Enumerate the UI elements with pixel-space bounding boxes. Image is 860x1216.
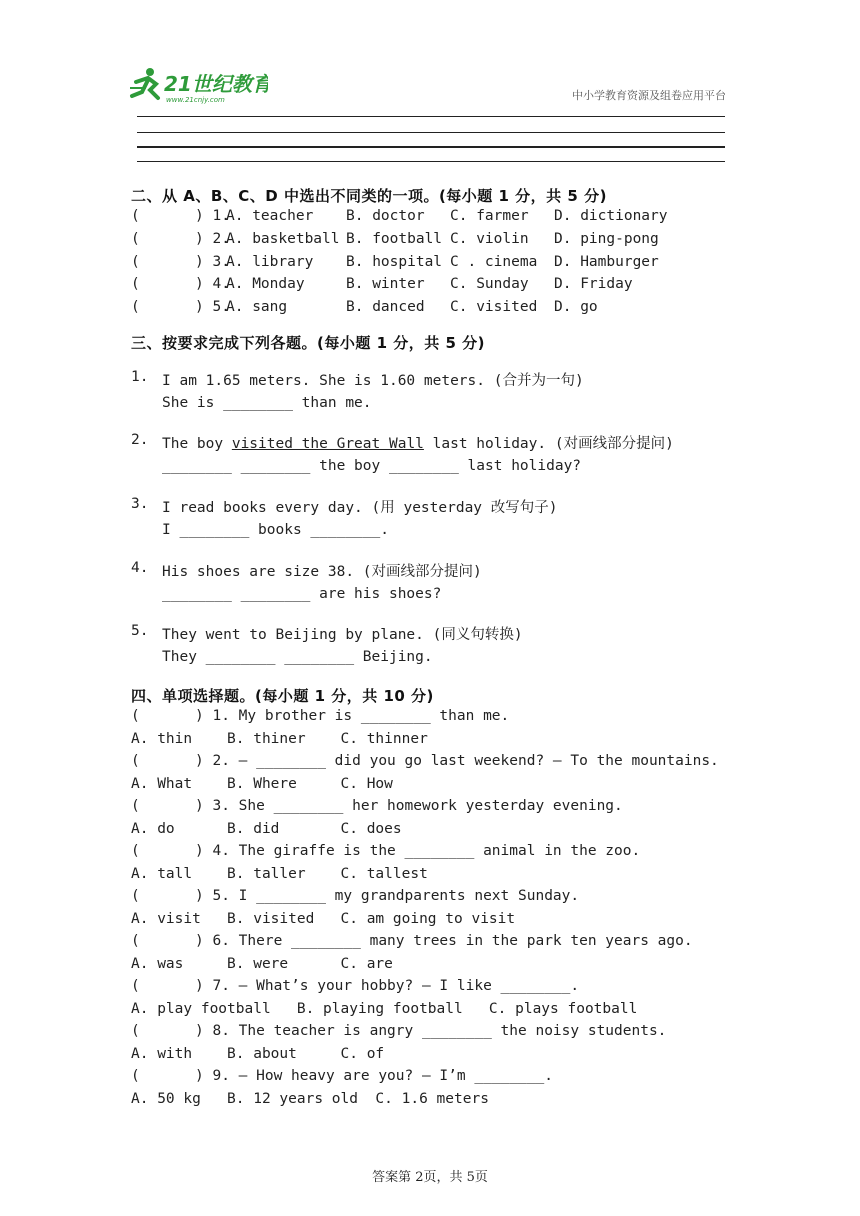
mc-options: A. do B. did C. does: [131, 821, 402, 837]
question-row: ( ) 5.: [131, 299, 230, 315]
mc-options: A. visit B. visited C. am going to visit: [131, 911, 516, 927]
underlined-phrase: visited the Great Wall: [231, 436, 424, 452]
answer-blank-line: I ________ books ________.: [162, 522, 389, 538]
option-d: D. Friday: [554, 276, 633, 292]
mc-question: ( ) 2. — ________ did you go last weekend? — To the mountains.: [131, 753, 719, 769]
page-footer: 答案第 2页，共 5页: [372, 1170, 488, 1185]
option-a: A. basketball: [226, 231, 340, 247]
question-text: The boy visited the Great Wall last holiday. (对画线部分提问): [162, 436, 674, 452]
question-text: They went to Beijing by plane. (同义句转换): [162, 627, 523, 643]
mc-options: A. thin B. thiner C. thinner: [131, 731, 428, 747]
mc-options: A. with B. about C. of: [131, 1046, 385, 1062]
mc-question: ( ) 4. The giraffe is the ________ animal in the zoo.: [131, 843, 641, 859]
answer-blank-line: They ________ ________ Beijing.: [162, 649, 433, 665]
question-text: I am 1.65 meters. She is 1.60 meters. (合并为一句): [162, 373, 584, 389]
svg-text:www.21cnjy.com: www.21cnjy.com: [166, 96, 225, 104]
option-a: A. Monday: [226, 276, 305, 292]
question-row: ( ) 2.: [131, 231, 230, 247]
question-row: ( ) 1.: [131, 208, 230, 224]
section-4-title: 四、单项选择题。(每小题 1 分，共 10 分): [131, 687, 434, 705]
mc-options: A. play football B. playing football C. plays football: [131, 1001, 638, 1017]
question-number: 2.: [131, 432, 149, 448]
mc-question: ( ) 1. My brother is ________ than me.: [131, 708, 510, 724]
option-c: C. violin: [450, 231, 529, 247]
option-d: D. Hamburger: [554, 254, 659, 270]
answer-blank-line: She is ________ than me.: [162, 395, 372, 411]
option-c: C. Sunday: [450, 276, 529, 292]
answer-line: [137, 132, 725, 133]
option-d: D. ping-pong: [554, 231, 659, 247]
runner-logo-icon: [128, 66, 268, 106]
site-tagline: 中小学教育资源及组卷应用平台: [572, 89, 726, 102]
question-text: His shoes are size 38. (对画线部分提问): [162, 564, 482, 580]
mc-question: ( ) 3. She ________ her homework yesterday evening.: [131, 798, 623, 814]
mc-options: A. What B. Where C. How: [131, 776, 393, 792]
question-number: 5.: [131, 623, 149, 639]
option-a: A. teacher: [226, 208, 314, 224]
mc-options: A. tall B. taller C. tallest: [131, 866, 428, 882]
option-b: B. winter: [346, 276, 425, 292]
section-3-title: 三、按要求完成下列各题。(每小题 1 分，共 5 分): [131, 334, 485, 352]
mc-question: ( ) 8. The teacher is angry ________ the noisy students.: [131, 1023, 667, 1039]
site-logo: [128, 66, 268, 106]
question-number: 3.: [131, 496, 149, 512]
question-row: ( ) 3.: [131, 254, 230, 270]
svg-text:21世纪教育: 21世纪教育: [164, 72, 268, 96]
option-d: D. go: [554, 299, 598, 315]
question-number: 4.: [131, 560, 149, 576]
mc-question: ( ) 5. I ________ my grandparents next Sunday.: [131, 888, 580, 904]
mc-options: A. 50 kg B. 12 years old C. 1.6 meters: [131, 1091, 489, 1107]
answer-line: [137, 161, 725, 162]
option-b: B. doctor: [346, 208, 425, 224]
option-b: B. hospital: [346, 254, 443, 270]
option-b: B. danced: [346, 299, 425, 315]
option-b: B. football: [346, 231, 443, 247]
question-text: I read books every day. (用 yesterday 改写句子): [162, 500, 558, 516]
answer-blank-line: ________ ________ are his shoes?: [162, 586, 442, 602]
section-2-title: 二、从 A、B、C、D 中选出不同类的一项。(每小题 1 分，共 5 分): [131, 187, 607, 205]
option-d: D. dictionary: [554, 208, 668, 224]
answer-blank-line: ________ ________ the boy ________ last holiday?: [162, 458, 582, 474]
mc-options: A. was B. were C. are: [131, 956, 393, 972]
option-c: C. farmer: [450, 208, 529, 224]
option-a: A. library: [226, 254, 314, 270]
mc-question: ( ) 9. — How heavy are you? — I’m ________.: [131, 1068, 553, 1084]
option-c: C. visited: [450, 299, 538, 315]
mc-question: ( ) 7. — What’s your hobby? — I like ________.: [131, 978, 580, 994]
question-number: 1.: [131, 369, 149, 385]
option-a: A. sang: [226, 299, 288, 315]
answer-line: [137, 146, 725, 148]
question-row: ( ) 4.: [131, 276, 230, 292]
answer-line: [137, 116, 725, 117]
option-c: C . cinema: [450, 254, 538, 270]
mc-question: ( ) 6. There ________ many trees in the park ten years ago.: [131, 933, 693, 949]
